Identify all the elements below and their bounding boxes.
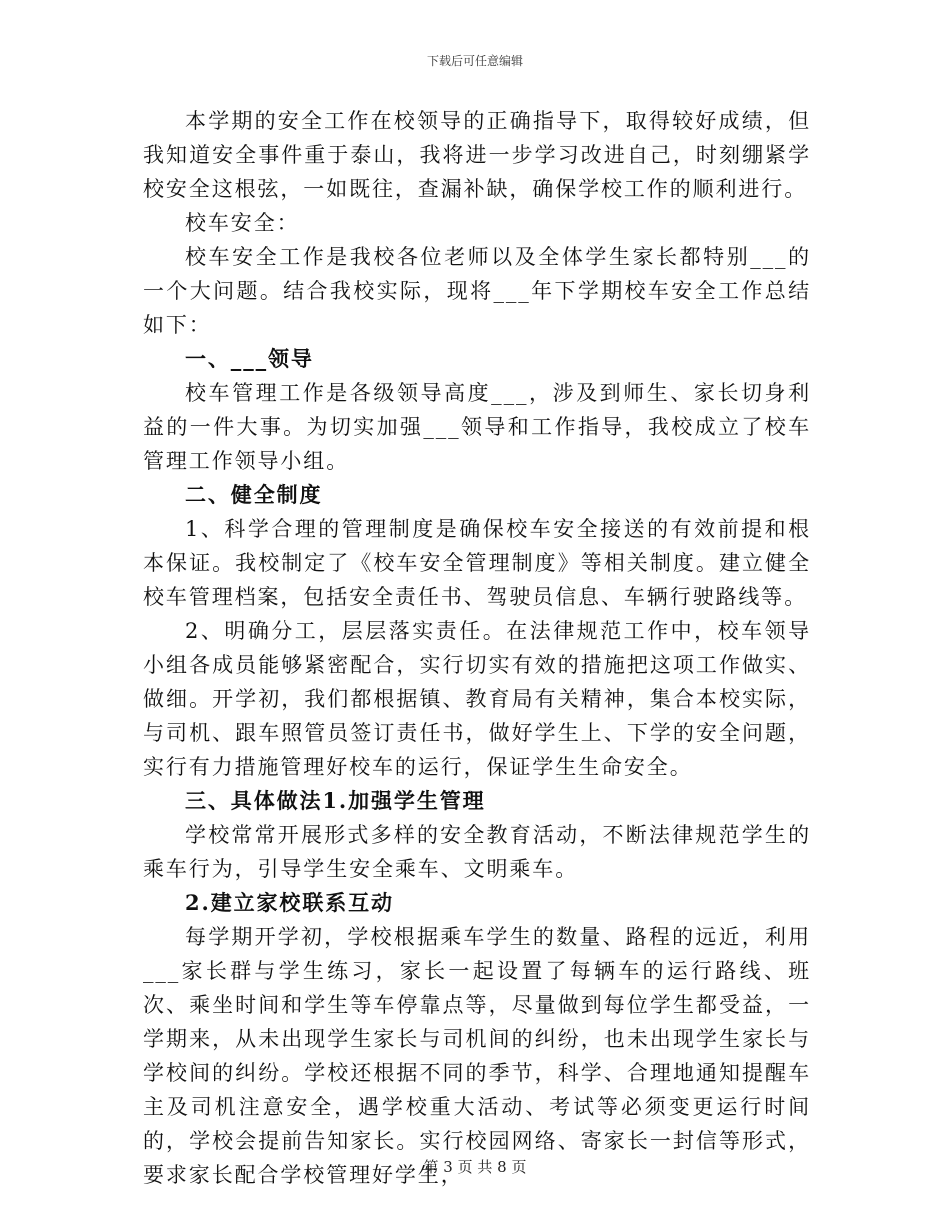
- section-heading: 2.建立家校联系互动: [185, 890, 394, 915]
- paragraph: 1、科学合理的管理制度是确保校车安全接送的有效前提和根本保证。我校制定了《校车安全管理制度》等相关制度。建立健全校车管理档案，包括安全责任书、驾驶员信息、车辆行驶路线等。: [143, 517, 811, 609]
- page-footer: 第 3 页 共 8 页: [423, 1158, 527, 1176]
- document-body: [143, 104, 811, 1192]
- section-heading: 二、健全制度: [185, 482, 323, 507]
- paragraph: 学校常常开展形式多样的安全教育活动，不断法律规范学生的乘车行为，引导学生安全乘车、文明乘车。: [143, 823, 811, 881]
- paragraph: 每学期开学初，学校根据乘车学生的数量、路程的远近，利用___家长群与学生练习，家长一起设置了每辆车的运行路线、班次、乘坐时间和学生等车停靠点等，尽量做到每位学生都受益，一学期来，从未出现学生家长与司机间的纠纷，也未出现学生家长与学校间的纠纷。学校还根据不同的季节，科学、合理地通知提醒车主及司机注意安全，遇学校重大活动、考试等必须变更运行时间的，学校会提前告知家长。实行校园网络、寄家长一封信等形式，要求家长配合学校管理好学生，: [143, 925, 811, 1187]
- section-heading: 一、___领导: [185, 346, 314, 371]
- paragraph: 校车安全工作是我校各位老师以及全体学生家长都特别___的一个大问题。结合我校实际，现将___年下学期校车安全工作总结如下：: [143, 245, 811, 337]
- paragraph: 校车管理工作是各级领导高度___，涉及到师生、家长切身利益的一件大事。为切实加强___领导和工作指导，我校成立了校车管理工作领导小组。: [143, 381, 811, 473]
- section-heading: 三、具体做法1.加强学生管理: [185, 788, 486, 813]
- paragraph: 校车安全：: [185, 211, 300, 235]
- paragraph: 2、明确分工，层层落实责任。在法律规范工作中，校车领导小组各成员能够紧密配合，实行切实有效的措施把这项工作做实、做细。开学初，我们都根据镇、教育局有关精神，集合本校实际，与司机、跟车照管员签订责任书，做好学生上、下学的安全问题，实行有力措施管理好校车的运行，保证学生生命安全。: [143, 619, 811, 779]
- paragraph: 本学期的安全工作在校领导的正确指导下，取得较好成绩，但我知道安全事件重于泰山，我将进一步学习改进自己，时刻绷紧学校安全这根弦，一如既往，查漏补缺，确保学校工作的顺利进行。: [143, 109, 811, 201]
- page-header: 下载后可任意编辑: [426, 54, 523, 68]
